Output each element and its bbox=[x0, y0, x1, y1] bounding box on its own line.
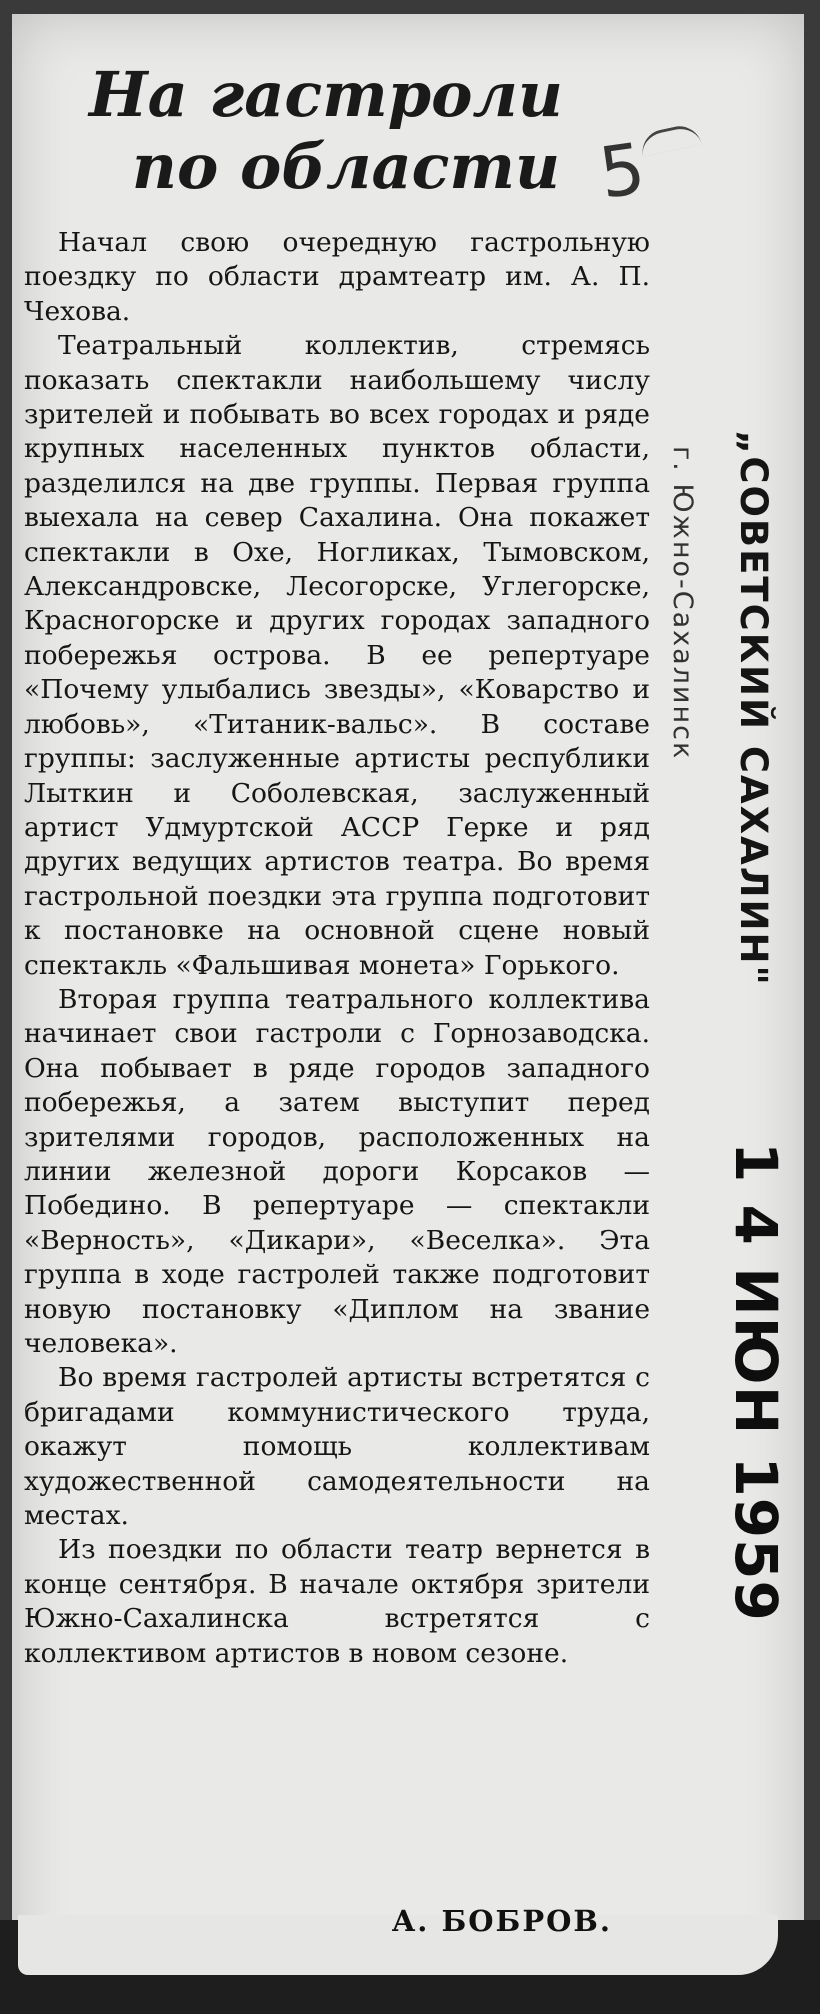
handwritten-mark: 5 bbox=[594, 127, 651, 215]
paragraph: Театральный коллектив, стремясь показать спектакли наибольшему числу зрителей и побывать во всех городах и ряде крупных населенных пунктов области, разделился на две группы. Первая группа выехала на север Сахалина. Она покажет спектакли в Охе, Ногликах, Тымовском, Александровске, Лесогорске, Углегорске, Красногорске и других городах западного побережья острова. В ее репертуаре «Почему улыбались звезды», «Коварство и любовь», «Титаник-вальс». В составе группы: заслуженные артисты республики Лыткин и Соболевская, заслуженный артист Удмуртской АССР Герке и ряд других ведущих артистов театра. Во время гастрольной поездки эта группа подготовит к постановке на основной сцене новый спектакль «Фальшивая монета» Горького. bbox=[24, 330, 650, 981]
paragraph: Во время гастролей артисты встретятся с бригадами коммунистического труда, окажут помощь коллективам художественной самодеятельности на местах. bbox=[24, 1362, 650, 1532]
article-title bbox=[89, 58, 576, 204]
stamp-newspaper-name: „СОВЕТСКИЙ САХАЛИН" bbox=[732, 430, 775, 987]
title-line-2: по области bbox=[131, 130, 561, 203]
stamp-city: г. Южно-Сахалинск bbox=[667, 446, 698, 761]
author-signature: А. БОБРОВ. bbox=[391, 1904, 612, 1938]
article-body bbox=[24, 226, 650, 1671]
paragraph: Вторая группа театрального коллектива начинает свои гастроли с Горнозаводска. Она побывает в ряде городов западного побережья, а затем выступит перед зрителями городов, расположенных на линии железной дороги Корсаков — Победино. В репертуаре — спектакли «Верность», «Дикари», «Веселка». Эта группа в ходе гастролей также подготовит новую постановку «Диплом на звание человека». bbox=[24, 983, 650, 1359]
title-line-1: На гастроли bbox=[89, 58, 563, 131]
stamp-date: 1 4 ИЮН 1959 bbox=[722, 1142, 790, 1622]
paragraph: Начал свою очередную гастрольную поездку по области драмтеатр им. А. П. Чехова. bbox=[24, 227, 650, 327]
paragraph: Из поездки по области театр вернется в конце сентября. В начале октября зрители Южно-Сахалинска встретятся с коллективом артистов в новом сезоне. bbox=[24, 1534, 650, 1669]
